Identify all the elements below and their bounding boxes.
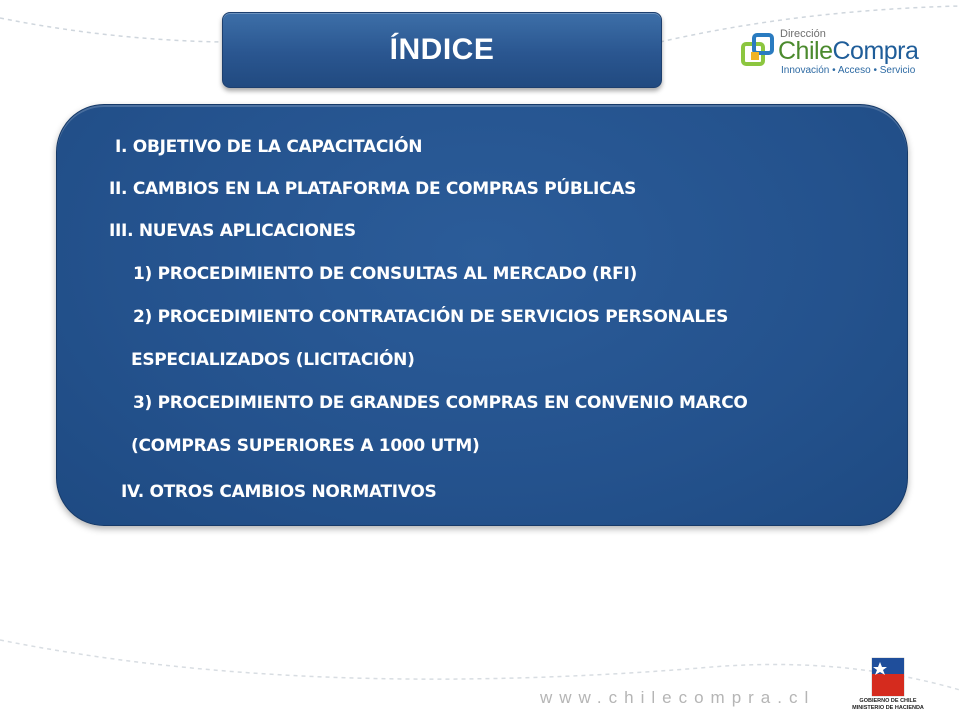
logo-small-text: Dirección (780, 28, 826, 40)
chilecompra-logo-icon (740, 32, 778, 72)
index-item: III. NUEVAS APLICACIONES (109, 221, 356, 241)
index-panel (56, 104, 908, 526)
logo-brand-part2: Compra (832, 37, 919, 65)
logo-brand (778, 37, 918, 66)
gov-caption-1: GOBIERNO DE CHILE (859, 698, 917, 704)
index-item: IV. OTROS CAMBIOS NORMATIVOS (121, 482, 437, 502)
index-item: (COMPRAS SUPERIORES A 1000 UTM) (131, 436, 480, 456)
index-item: II. CAMBIOS EN LA PLATAFORMA DE COMPRAS PÚBLICAS (109, 179, 637, 199)
index-item: I. OBJETIVO DE LA CAPACITACIÓN (115, 137, 423, 157)
footer-url: www.chilecompra.cl (540, 688, 816, 707)
slide-title: ÍNDICE (389, 33, 495, 66)
chile-coat-of-arms-icon (852, 654, 924, 698)
gov-caption-2: MINISTERIO DE HACIENDA (852, 705, 924, 711)
logo-tagline: Innovación • Acceso • Servicio (781, 65, 916, 76)
index-item: 2) PROCEDIMIENTO CONTRATACIÓN DE SERVICIOS PERSONALES (133, 307, 729, 327)
chilecompra-logo (738, 28, 918, 76)
index-item: 3) PROCEDIMIENTO DE GRANDES COMPRAS EN CONVENIO MARCO (133, 393, 748, 413)
title-banner (222, 12, 662, 88)
gobierno-logo (852, 654, 924, 716)
index-item: ESPECIALIZADOS (LICITACIÓN) (131, 350, 415, 370)
index-item: 1) PROCEDIMIENTO DE CONSULTAS AL MERCADO (RFI) (133, 264, 637, 284)
logo-brand-part1: Chile (778, 37, 833, 65)
